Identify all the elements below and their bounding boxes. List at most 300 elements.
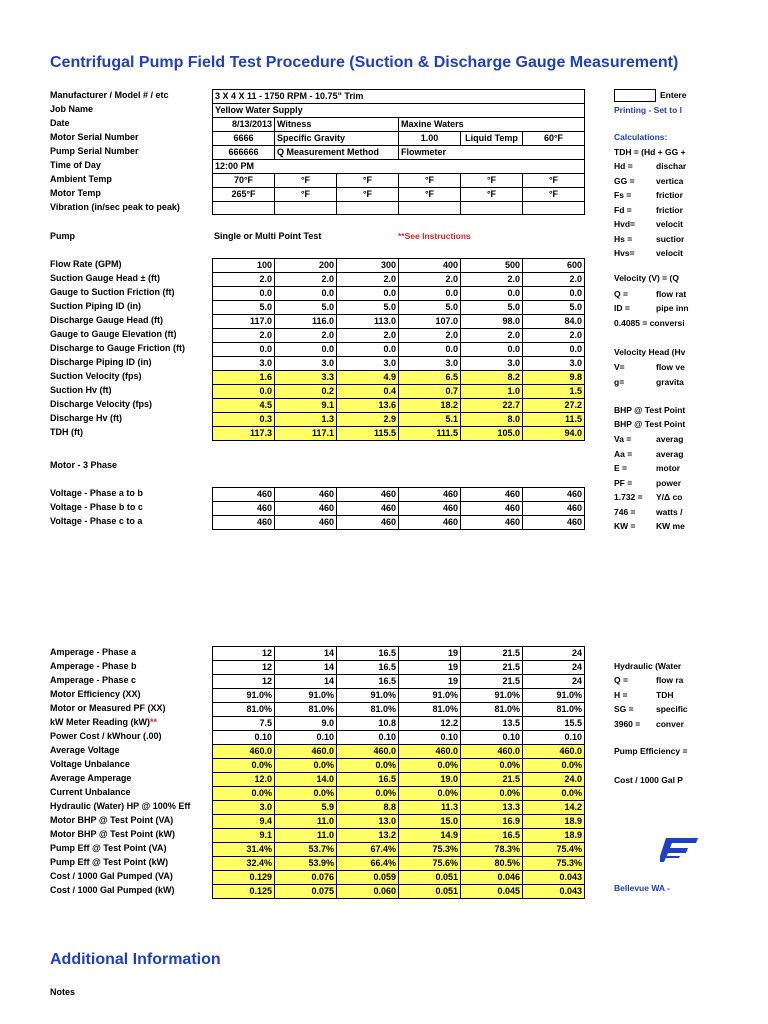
definition-text: gravita	[656, 377, 684, 387]
definition-symbol: H =	[614, 689, 628, 700]
value-cell: 19.0	[399, 773, 461, 787]
definition-text: velocit	[656, 248, 683, 258]
value-cell[interactable]: 460	[275, 516, 337, 530]
table-row	[213, 745, 585, 759]
value-cell: 0.0%	[461, 787, 523, 801]
definition-symbol: KW =	[614, 521, 636, 531]
row-label-text: Voltage Unbalance	[50, 759, 130, 769]
value-cell[interactable]: 0.0	[337, 287, 399, 301]
info-label: Manufacturer / Model # / etc	[50, 90, 169, 100]
value-cell[interactable]: 2.0	[337, 329, 399, 343]
kw-note-marker: **	[150, 717, 158, 727]
value-cell[interactable]: 460	[275, 502, 337, 516]
motor-label: Motor - 3 Phase	[50, 460, 118, 470]
value-cell[interactable]: 2.0	[523, 329, 585, 343]
table-row	[213, 661, 585, 675]
value-cell[interactable]: 2.0	[275, 329, 337, 343]
value-cell[interactable]: 16.5	[337, 661, 399, 675]
value-cell: 11.0	[275, 815, 337, 829]
value-cell[interactable]: 3.0	[523, 357, 585, 371]
value-cell[interactable]: 0.10	[399, 731, 461, 745]
value-cell[interactable]: 12	[213, 675, 275, 689]
value-cell: 15.0	[399, 815, 461, 829]
value-cell[interactable]: 0.0	[461, 343, 523, 357]
value-cell[interactable]: 24	[523, 647, 585, 661]
value-cell[interactable]: 200	[275, 259, 337, 273]
row-label	[50, 814, 173, 827]
value-cell[interactable]: 460	[337, 488, 399, 502]
value-cell[interactable]: 460	[275, 488, 337, 502]
vibration-cell[interactable]	[275, 202, 337, 215]
value-cell[interactable]: 91.0%	[461, 689, 523, 703]
motor-serial-cell[interactable]: 6666	[213, 132, 275, 146]
value-cell[interactable]: 24	[523, 661, 585, 675]
row-label	[50, 674, 136, 687]
value-cell: 0.0%	[275, 759, 337, 773]
definition-symbol: Hd =	[614, 161, 633, 171]
value-cell[interactable]: 81.0%	[399, 703, 461, 717]
value-cell[interactable]: 16.5	[337, 675, 399, 689]
value-cell: 0.051	[399, 885, 461, 899]
value-cell[interactable]: 15.5	[523, 717, 585, 731]
value-cell: 0.075	[275, 885, 337, 899]
value-cell[interactable]: 460	[213, 502, 275, 516]
table-row	[213, 399, 585, 413]
value-cell[interactable]: 2.0	[399, 273, 461, 287]
value-cell: 5.1	[399, 413, 461, 427]
value-cell: 11.0	[275, 829, 337, 843]
value-cell[interactable]: 460	[213, 516, 275, 530]
value-cell[interactable]: 81.0%	[337, 703, 399, 717]
value-cell[interactable]: 117.0	[213, 315, 275, 329]
table-row	[213, 717, 585, 731]
row-label-text: Suction Piping ID (in)	[50, 301, 141, 311]
row-label	[50, 660, 137, 673]
row-label-text: Motor or Measured PF (XX)	[50, 703, 166, 713]
definition-symbol: SG =	[614, 704, 634, 714]
vibration-cell[interactable]	[399, 202, 461, 215]
value-cell: 4.5	[213, 399, 275, 413]
table-row	[213, 773, 585, 787]
time-of-day-cell[interactable]: 12:00 PM	[213, 160, 585, 174]
value-cell[interactable]: 0.0	[461, 287, 523, 301]
value-cell[interactable]: 2.0	[461, 329, 523, 343]
value-cell[interactable]: 0.0	[399, 287, 461, 301]
value-cell: 0.0%	[461, 759, 523, 773]
row-label	[50, 828, 175, 841]
row-label	[50, 856, 168, 869]
witness-cell[interactable]: Maxine Waters	[399, 118, 585, 132]
value-cell[interactable]: 14	[275, 675, 337, 689]
ambient-cell[interactable]: °F	[399, 174, 461, 188]
value-cell: 1.3	[275, 413, 337, 427]
value-cell: 75.3%	[399, 843, 461, 857]
value-cell: 16.5	[461, 829, 523, 843]
row-label-text: Power Cost / kWhour (.00)	[50, 731, 162, 741]
value-cell[interactable]: 500	[461, 259, 523, 273]
table-row	[213, 202, 585, 215]
definition-symbol: PF =	[614, 477, 633, 488]
value-cell[interactable]: 460	[337, 516, 399, 530]
value-cell[interactable]: 100	[213, 259, 275, 273]
value-cell[interactable]: 81.0%	[275, 703, 337, 717]
definition-text: flow ve	[656, 362, 685, 372]
row-label-text: TDH (ft)	[50, 427, 83, 437]
value-cell[interactable]: 2.0	[337, 273, 399, 287]
row-label-text: Suction Hv (ft)	[50, 385, 112, 395]
value-cell[interactable]: 98.0	[461, 315, 523, 329]
value-cell[interactable]: 116.0	[275, 315, 337, 329]
value-cell[interactable]: 81.0%	[523, 703, 585, 717]
value-cell[interactable]: 0.0	[275, 287, 337, 301]
row-label-text: Motor BHP @ Test Point (VA)	[50, 815, 174, 825]
value-cell[interactable]: 0.0	[523, 343, 585, 357]
value-cell: 0.2	[275, 385, 337, 399]
value-cell: 13.3	[461, 801, 523, 815]
definition-line	[614, 204, 683, 217]
row-label	[50, 300, 141, 313]
value-cell[interactable]: 600	[523, 259, 585, 273]
manufacturer-cell[interactable]: 3 X 4 X 11 - 1750 RPM - 10.75" Trim	[213, 90, 585, 104]
value-cell[interactable]: 21.5	[461, 675, 523, 689]
value-cell: 111.5	[399, 427, 461, 441]
value-cell[interactable]: 91.0%	[399, 689, 461, 703]
table-row	[213, 287, 585, 301]
row-label	[50, 702, 166, 715]
value-cell[interactable]: 9.0	[275, 717, 337, 731]
row-label-text: Amperage - Phase c	[50, 675, 137, 685]
definition-line	[614, 233, 684, 246]
printing-note: Printing - Set to l	[614, 105, 682, 115]
value-cell: 8.2	[461, 371, 523, 385]
motor-temp-cell[interactable]: °F	[275, 188, 337, 202]
row-label	[50, 426, 83, 439]
value-cell[interactable]: 0.10	[213, 731, 275, 745]
value-cell: 460.0	[399, 745, 461, 759]
pump-table	[212, 258, 585, 441]
definition-symbol: 746 =	[614, 506, 636, 517]
value-cell[interactable]: 2.0	[275, 273, 337, 287]
row-label-text: Motor BHP @ Test Point (kW)	[50, 829, 175, 839]
value-cell[interactable]: 14	[275, 661, 337, 675]
value-cell[interactable]: 10.8	[337, 717, 399, 731]
value-cell: 460.0	[337, 745, 399, 759]
definition-text: conver	[656, 718, 684, 729]
value-cell[interactable]: 19	[399, 661, 461, 675]
table-row	[213, 843, 585, 857]
definition-line	[614, 247, 683, 260]
definition-line	[614, 491, 682, 504]
table-row	[213, 647, 585, 661]
row-label	[50, 646, 136, 659]
row-label-text: Pump Eff @ Test Point (VA)	[50, 843, 167, 853]
value-cell[interactable]: 13.5	[461, 717, 523, 731]
value-cell[interactable]: 12	[213, 647, 275, 661]
value-cell: 0.3	[213, 413, 275, 427]
value-cell[interactable]: 21.5	[461, 647, 523, 661]
table-row	[213, 787, 585, 801]
value-cell[interactable]: 91.0%	[523, 689, 585, 703]
row-label-text: Motor Efficiency (XX)	[50, 689, 141, 699]
definition-symbol: Fs =	[614, 190, 632, 200]
value-cell: 75.3%	[523, 857, 585, 871]
motor-temp-cell[interactable]: °F	[523, 188, 585, 202]
row-label	[50, 688, 141, 701]
value-cell[interactable]: 460	[523, 502, 585, 516]
table-row	[213, 273, 585, 287]
value-cell: 16.5	[337, 773, 399, 787]
value-cell: 8.0	[461, 413, 523, 427]
row-label-text: Average Voltage	[50, 745, 120, 755]
definition-text: frictior	[656, 204, 683, 215]
vibration-cell[interactable]	[461, 202, 523, 215]
definition-line	[614, 703, 688, 716]
value-cell[interactable]: 5.0	[461, 301, 523, 315]
value-cell[interactable]: 460	[337, 502, 399, 516]
value-cell[interactable]: 91.0%	[337, 689, 399, 703]
value-cell[interactable]: 0.10	[523, 731, 585, 745]
value-cell: 460.0	[275, 745, 337, 759]
value-cell: 66.4%	[337, 857, 399, 871]
value-cell[interactable]: 19	[399, 647, 461, 661]
value-cell: 31.4%	[213, 843, 275, 857]
value-cell: 11.3	[399, 801, 461, 815]
definition-symbol: Hs =	[614, 233, 633, 244]
value-cell: 67.4%	[337, 843, 399, 857]
value-cell[interactable]: 300	[337, 259, 399, 273]
table-row	[213, 371, 585, 385]
value-cell[interactable]: 24	[523, 675, 585, 689]
value-cell[interactable]: 2.0	[461, 273, 523, 287]
row-label-text: Amperage - Phase b	[50, 661, 137, 671]
value-cell[interactable]: 81.0%	[461, 703, 523, 717]
value-cell: 11.5	[523, 413, 585, 427]
value-cell: 12.0	[213, 773, 275, 787]
row-label	[50, 314, 163, 327]
definition-line	[614, 218, 683, 231]
definition-line	[614, 302, 689, 315]
value-cell[interactable]: 0.0	[213, 343, 275, 357]
bhp-formula-2: BHP @ Test Point	[614, 419, 686, 429]
value-cell[interactable]: 460	[461, 516, 523, 530]
value-cell[interactable]: 0.10	[461, 731, 523, 745]
value-cell[interactable]: 0.0	[337, 343, 399, 357]
value-cell[interactable]: 2.0	[523, 273, 585, 287]
row-label	[50, 258, 122, 271]
value-cell[interactable]: 2.0	[213, 329, 275, 343]
pump-serial-cell[interactable]: 666666	[213, 146, 275, 160]
hydraulic-formula: Hydraulic (Water	[614, 661, 682, 671]
row-label	[50, 870, 173, 883]
motor-temp-cell[interactable]: °F	[461, 188, 523, 202]
liquid-temp-label: Liquid Temp	[461, 132, 523, 146]
value-cell[interactable]: 460	[399, 516, 461, 530]
value-cell: 0.0%	[523, 759, 585, 773]
value-cell[interactable]: 5.0	[275, 301, 337, 315]
value-cell[interactable]: 3.0	[461, 357, 523, 371]
ambient-cell[interactable]: °F	[461, 174, 523, 188]
row-label-text: Cost / 1000 Gal Pumped (VA)	[50, 871, 173, 881]
ambient-cell[interactable]: °F	[275, 174, 337, 188]
definition-text: dischar	[656, 161, 687, 171]
value-cell: 8.8	[337, 801, 399, 815]
value-cell: 0.0%	[275, 787, 337, 801]
value-cell: 105.0	[461, 427, 523, 441]
value-cell[interactable]: 7.5	[213, 717, 275, 731]
definition-text: averag	[656, 448, 684, 459]
notes-label: Notes	[50, 987, 76, 997]
value-cell: 75.6%	[399, 857, 461, 871]
value-cell[interactable]: 91.0%	[275, 689, 337, 703]
definition-text: watts /	[656, 506, 683, 517]
value-cell[interactable]: 0.0	[213, 287, 275, 301]
row-label	[50, 758, 130, 771]
definition-symbol: Hvs=	[614, 248, 635, 258]
row-label-text: Discharge Hv (ft)	[50, 413, 123, 423]
value-cell: 22.7	[461, 399, 523, 413]
value-cell[interactable]: 84.0	[523, 315, 585, 329]
info-table	[212, 89, 585, 215]
value-cell[interactable]: 460	[461, 502, 523, 516]
value-cell: 78.3%	[461, 843, 523, 857]
tdh-formula: TDH = (Hd + GG +	[614, 147, 686, 157]
value-cell[interactable]: 5.0	[213, 301, 275, 315]
value-cell[interactable]: 91.0%	[213, 689, 275, 703]
value-cell[interactable]: 5.0	[523, 301, 585, 315]
value-cell[interactable]: 12	[213, 661, 275, 675]
value-cell[interactable]: 16.5	[337, 647, 399, 661]
value-cell[interactable]: 19	[399, 675, 461, 689]
definition-text: TDH	[656, 689, 674, 700]
definition-text: averag	[656, 434, 684, 444]
value-cell[interactable]: 460	[523, 488, 585, 502]
ambient-cell[interactable]: °F	[523, 174, 585, 188]
value-cell: 0.051	[399, 871, 461, 885]
table-row	[213, 829, 585, 843]
row-label	[50, 800, 190, 813]
value-cell[interactable]: 0.10	[275, 731, 337, 745]
value-cell[interactable]: 3.0	[337, 357, 399, 371]
value-cell: 13.0	[337, 815, 399, 829]
definition-text: flow rat	[656, 289, 687, 299]
definition-symbol: Hvd=	[614, 219, 636, 229]
row-label	[50, 412, 122, 425]
value-cell[interactable]: 460	[523, 516, 585, 530]
row-label-text: Discharge Piping ID (in)	[50, 357, 152, 367]
ambient-cell[interactable]: °F	[337, 174, 399, 188]
value-cell: 0.043	[523, 885, 585, 899]
row-label-text: Cost / 1000 Gal Pumped (kW)	[50, 885, 175, 895]
definition-text: KW me	[656, 521, 685, 531]
specific-gravity-cell[interactable]: 1.00	[399, 132, 461, 146]
row-label-text: Current Unbalance	[50, 787, 131, 797]
value-cell[interactable]: 0.10	[337, 731, 399, 745]
row-label	[50, 370, 142, 383]
value-cell[interactable]: 113.0	[337, 315, 399, 329]
value-cell: 14.0	[275, 773, 337, 787]
row-label	[50, 730, 162, 743]
row-label	[50, 286, 175, 299]
value-cell[interactable]: 460	[399, 502, 461, 516]
value-cell[interactable]: 400	[399, 259, 461, 273]
table-row	[213, 259, 585, 273]
info-label: Time of Day	[50, 160, 101, 170]
table-row	[213, 385, 585, 399]
definition-text: power	[656, 477, 682, 488]
info-label: Job Name	[50, 104, 94, 114]
ambient-cell[interactable]: 70°F	[213, 174, 275, 188]
value-cell[interactable]: 21.5	[461, 661, 523, 675]
conversion-note: 0.4085 = conversi	[614, 318, 685, 328]
value-cell[interactable]: 5.0	[399, 301, 461, 315]
value-cell: 117.3	[213, 427, 275, 441]
value-cell: 53.9%	[275, 857, 337, 871]
definition-line	[614, 689, 673, 702]
row-label	[50, 342, 185, 355]
value-cell: 27.2	[523, 399, 585, 413]
value-cell[interactable]: 3.0	[213, 357, 275, 371]
table-row	[213, 801, 585, 815]
value-cell[interactable]: 3.0	[275, 357, 337, 371]
vibration-cell[interactable]	[213, 202, 275, 215]
motor-temp-cell[interactable]: 265°F	[213, 188, 275, 202]
vibration-cell[interactable]	[337, 202, 399, 215]
definition-text: motor	[656, 463, 681, 473]
value-cell: 0.0%	[399, 787, 461, 801]
definition-line	[614, 160, 686, 173]
value-cell[interactable]: 2.0	[399, 329, 461, 343]
value-cell[interactable]: 5.0	[337, 301, 399, 315]
row-label	[50, 487, 143, 500]
table-row	[213, 885, 585, 899]
table-row	[213, 104, 585, 118]
additional-info-heading: Additional Information	[50, 951, 221, 968]
info-label: Motor Temp	[50, 188, 101, 198]
value-cell: 0.125	[213, 885, 275, 899]
calculations-heading: Calculations:	[614, 132, 668, 142]
row-label	[50, 398, 152, 411]
row-label	[50, 842, 166, 855]
row-label	[50, 272, 160, 285]
definition-line	[614, 718, 684, 731]
liquid-temp-cell[interactable]: 60°F	[523, 132, 585, 146]
value-cell[interactable]: 14	[275, 647, 337, 661]
value-cell[interactable]: 107.0	[399, 315, 461, 329]
value-cell: 0.043	[523, 871, 585, 885]
value-cell[interactable]: 0.0	[523, 287, 585, 301]
definition-symbol: ID =	[614, 303, 630, 313]
definition-line	[614, 506, 682, 519]
q-method-cell[interactable]: Flowmeter	[399, 146, 585, 160]
value-cell[interactable]: 0.0	[275, 343, 337, 357]
value-cell[interactable]: 3.0	[399, 357, 461, 371]
value-cell[interactable]: 81.0%	[213, 703, 275, 717]
value-cell[interactable]: 460	[213, 488, 275, 502]
motor-temp-cell[interactable]: °F	[337, 188, 399, 202]
value-cell[interactable]: 12.2	[399, 717, 461, 731]
value-cell[interactable]: 460	[399, 488, 461, 502]
value-cell: 21.5	[461, 773, 523, 787]
motor-temp-cell[interactable]: °F	[399, 188, 461, 202]
job-name-cell[interactable]: Yellow Water Supply	[213, 104, 585, 118]
value-cell[interactable]: 2.0	[213, 273, 275, 287]
date-cell[interactable]: 8/13/2013	[213, 118, 275, 132]
value-cell[interactable]: 460	[461, 488, 523, 502]
row-label-text: Amperage - Phase a	[50, 647, 137, 657]
value-cell[interactable]: 0.0	[399, 343, 461, 357]
vibration-cell[interactable]	[523, 202, 585, 215]
row-label-text: Voltage - Phase a to b	[50, 488, 143, 498]
